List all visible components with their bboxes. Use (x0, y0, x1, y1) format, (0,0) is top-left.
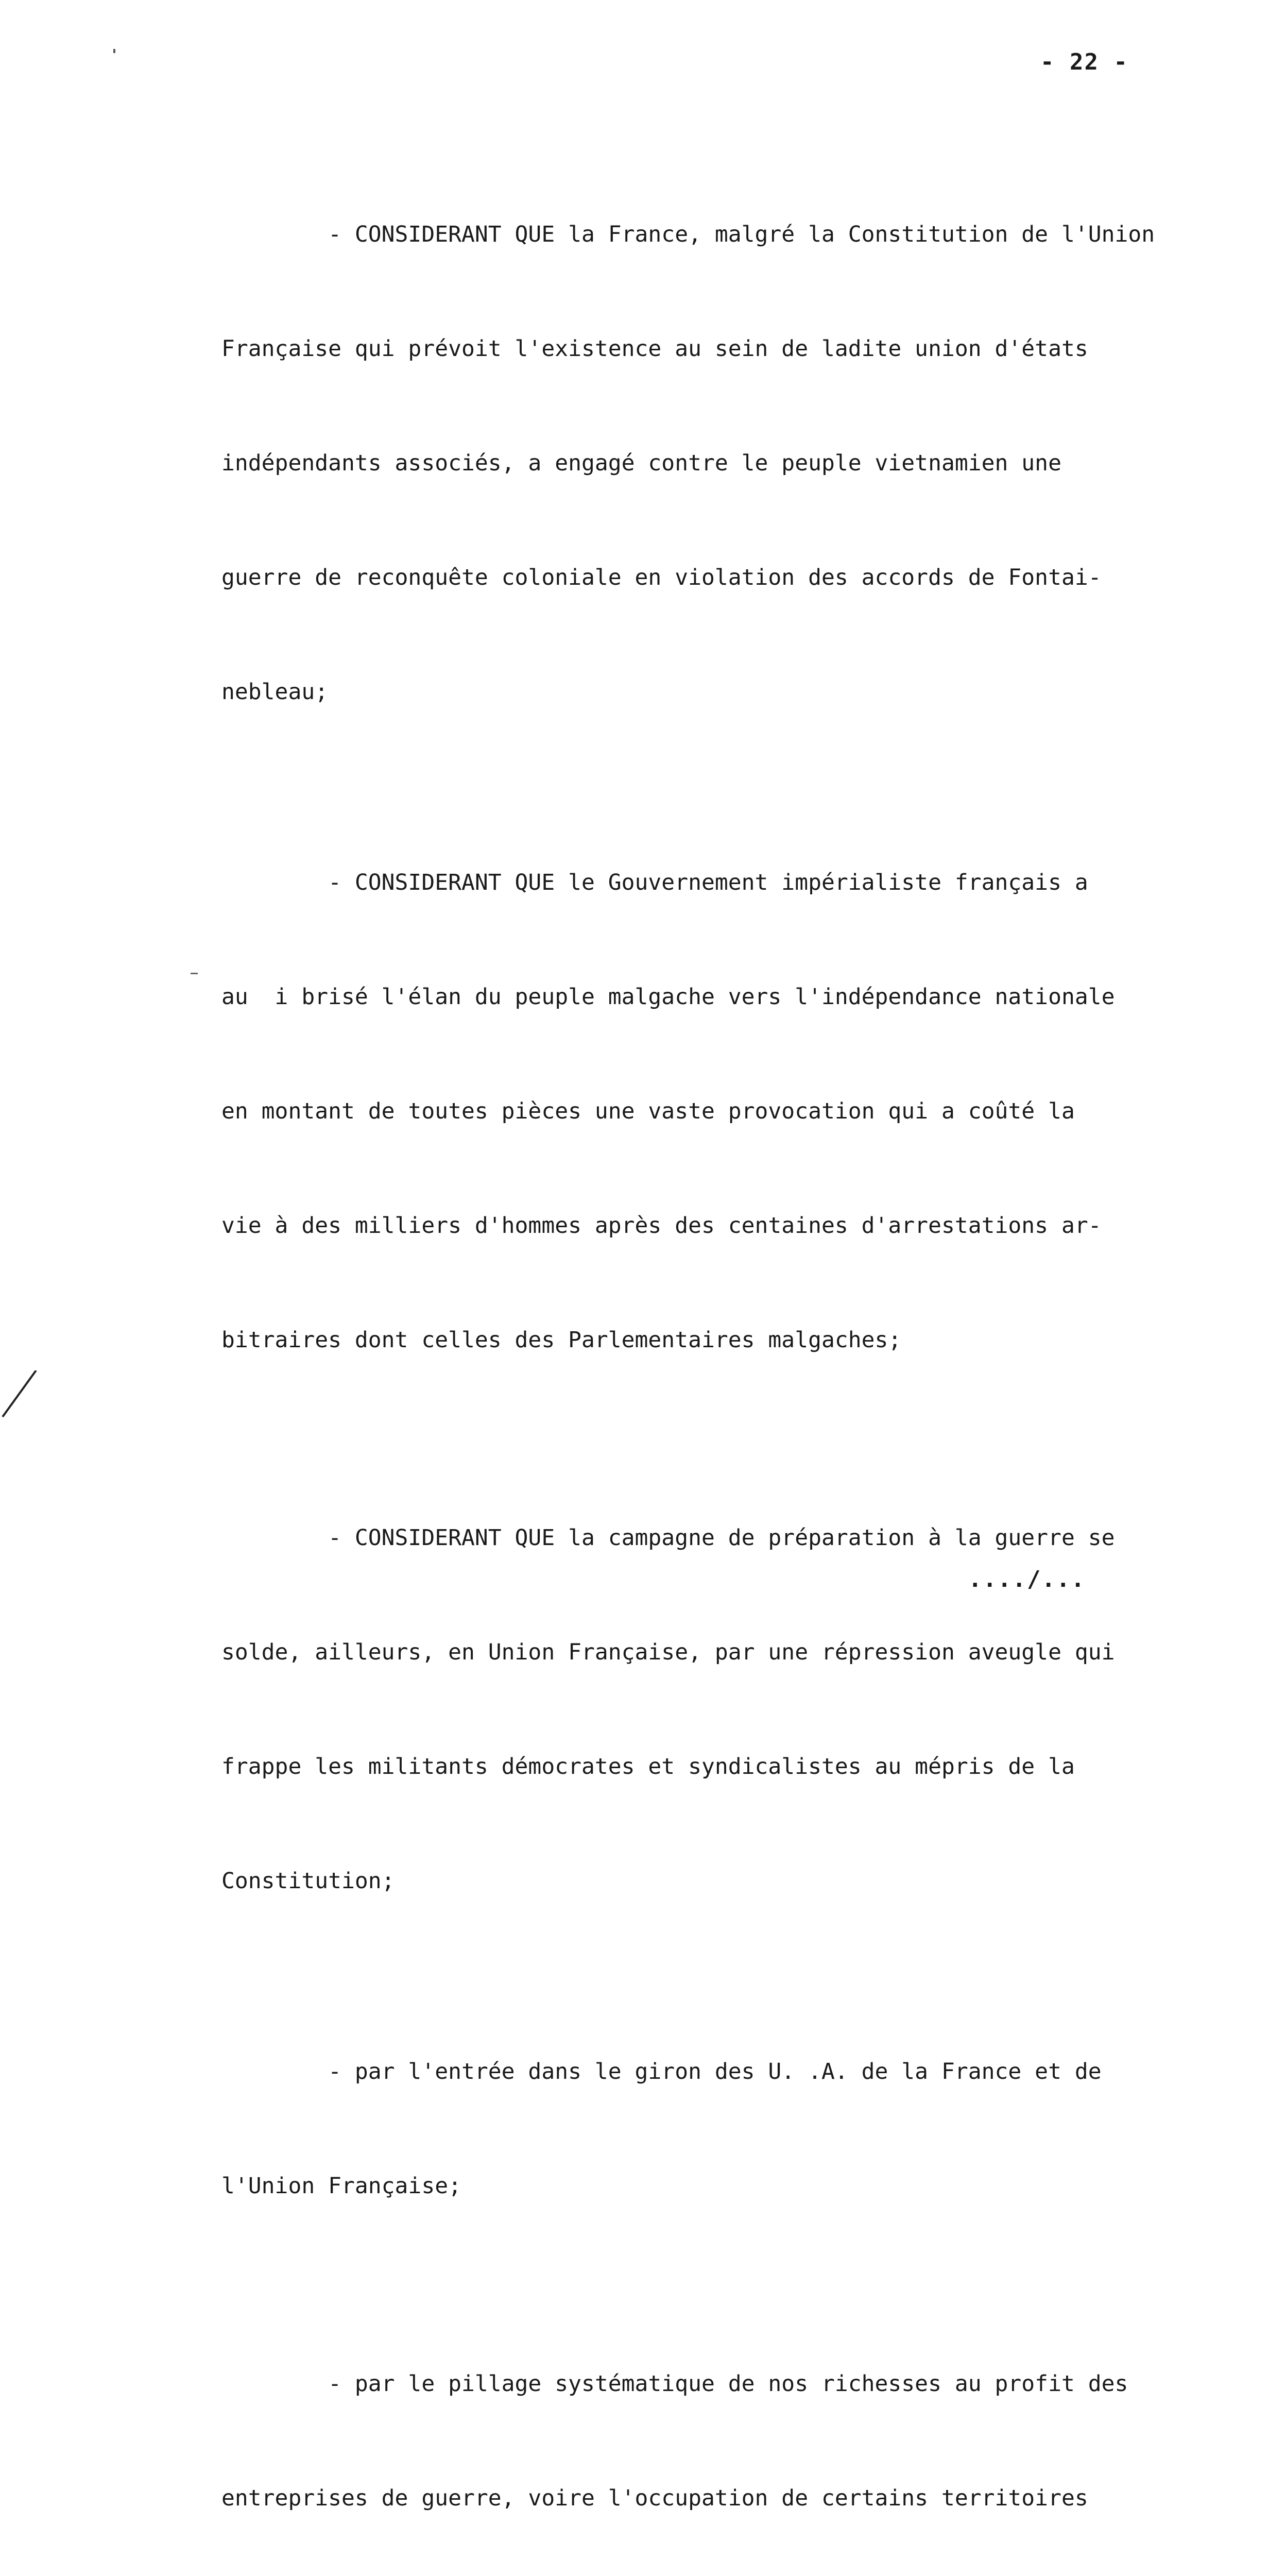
paragraph-pillage (221, 2289, 1257, 2576)
paragraph-considerant-union (221, 139, 1257, 787)
page-number: - 22 - (1040, 49, 1128, 75)
text-line: nebleau; (221, 679, 329, 705)
text-line: - CONSIDERANT QUE la France, malgré la Constitution de l'Union (221, 222, 1155, 247)
text-line: Constitution; (221, 1868, 395, 1894)
paragraph-considerant-madagascar (221, 787, 1257, 1435)
continuation-marker: ..../... (968, 1566, 1086, 1592)
text-line: - par l'entrée dans le giron des U. .A. de la France et de (221, 2059, 1102, 2084)
margin-dot-mark (113, 49, 115, 53)
document-body (221, 139, 1257, 2576)
text-line: solde, ailleurs, en Union Française, par une répression aveugle qui (221, 1639, 1115, 1665)
paragraph-considerant-campagne (221, 1443, 1257, 1976)
paragraph-giron-usa (221, 1976, 1257, 2281)
margin-pen-stroke (0, 1370, 41, 1432)
text-line: - par le pillage systématique de nos richesses au profit des (221, 2371, 1128, 2397)
text-line: frappe les militants démocrates et syndicalistes au mépris de la (221, 1754, 1075, 1780)
text-line: indépendants associés, a engagé contre le peuple vietnamien une (221, 450, 1061, 476)
text-line: guerre de reconquête coloniale en violation des accords de Fontai- (221, 565, 1102, 590)
margin-dash-mark (191, 973, 198, 974)
text-line: bitraires dont celles des Parlementaires malgaches; (221, 1327, 902, 1353)
text-line: - CONSIDERANT QUE le Gouvernement impérialiste français a (221, 870, 1088, 895)
text-line: en montant de toutes pièces une vaste provocation qui a coûté la (221, 1098, 1075, 1124)
text-line: vie à des milliers d'hommes après des centaines d'arrestations ar- (221, 1213, 1102, 1239)
text-line: l'Union Française; (221, 2173, 461, 2199)
text-line: - CONSIDERANT QUE la campagne de préparation à la guerre se (221, 1525, 1115, 1551)
text-line: entreprises de guerre, voire l'occupation de certains territoires (221, 2485, 1088, 2511)
text-line: au i brisé l'élan du peuple malgache vers l'indépendance nationale (221, 984, 1115, 1010)
text-line: Française qui prévoit l'existence au sein de ladite union d'états (221, 336, 1088, 362)
